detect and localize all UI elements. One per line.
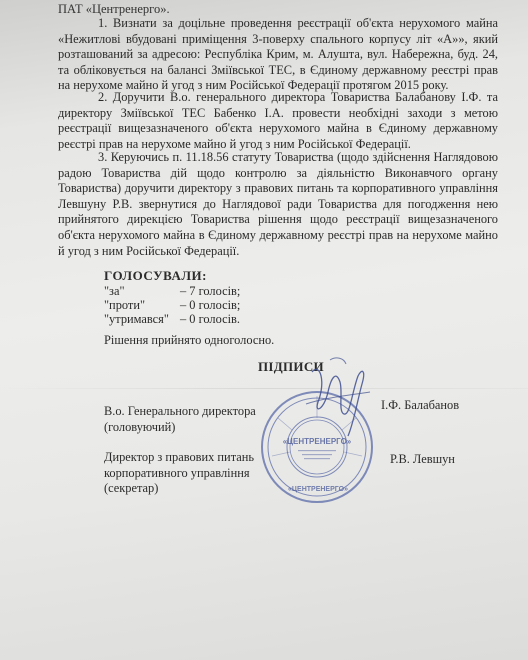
vote-value: – 7 голосів;	[180, 284, 241, 298]
role-line: (секретар)	[104, 481, 159, 496]
vote-row-abstain	[104, 312, 240, 327]
decision-text: Рішення прийнято одноголосно.	[104, 333, 275, 347]
signer-1-name: І.Ф. Балабанов	[381, 398, 460, 412]
signer-2-name: Р.В. Левшун	[390, 452, 455, 466]
voting-title: ГОЛОСУВАЛИ:	[104, 268, 207, 283]
paragraph-number: 2.	[98, 90, 108, 104]
vote-label: "проти"	[104, 298, 146, 312]
paragraph-2	[58, 90, 498, 152]
stamp-center-text: «ЦЕНТРЕНЕРГО»	[282, 437, 352, 446]
paragraph-1	[58, 16, 498, 94]
paragraph-text: Керуючись п. 11.18.56 статуту Товариства (щодо здійснення Наглядовою радою Товариства дій щодо контролю за діяльністю Виконавчого органу Товариства) доручити директору з правових питань та корпоративного управління Левшуну Р.В. звернутися до Наглядової ради Товариства для погодження нею прийнятого дирекцією Товариства рішення щодо реєстрації вищезазначеного об'єкта нерухомого майна в Єдиному державному реєстрі прав на нерухоме майно й угод з ним Російської Федерації.	[58, 150, 498, 258]
role-line: (головуючий)	[104, 419, 176, 434]
paragraph-3	[58, 150, 498, 259]
vote-row-for	[104, 284, 240, 299]
paragraph-text: Визнати за доцільне проведення реєстрації об'єкта нерухомого майна «Нежитлові вбудовані приміщення 3-поверху спального корпусу літ «А»», який розташований за адресою: Республіка Крим, м. Алушта, вул. Набережна, буд. 24, та обліковується на балансі Зміївської ТЕС, в Єдиному державному реєстрі прав на нерухоме майно й угод з ним Російської Федерації протягом 2015 року.	[58, 16, 499, 93]
vote-value: – 0 голосів.	[180, 312, 240, 326]
vote-row-against	[104, 298, 240, 313]
signer-1-role	[104, 404, 284, 435]
role-line: корпоративного управління	[104, 465, 250, 480]
vote-value: – 0 голосів;	[180, 298, 241, 312]
paragraph-text: Доручити В.о. генерального директора Товариства Балабанову І.Ф. та директору Зміївської ТЕС Бабенко І.А. провести необхідні заходи з метою реєстрації вищезазначеного об'єкта нерухомого майна в Єдиному державному реєстрі прав на нерухоме майно й угод з ним Російської Федерації.	[58, 90, 498, 151]
signer-2-role	[104, 450, 284, 497]
role-line: В.о. Генерального директора	[104, 404, 256, 418]
vote-label: "за"	[104, 284, 125, 298]
vote-label: "утримався"	[104, 312, 169, 326]
paragraph-number: 3.	[98, 150, 108, 164]
paragraph-number: 1.	[98, 16, 108, 30]
role-line: Директор з правових питань	[104, 450, 255, 464]
company-header: ПАТ «Центренерго».	[58, 2, 170, 16]
signatures-title: ПІДПИСИ	[258, 359, 324, 374]
handwritten-signature-icon	[300, 352, 380, 442]
stamp-bottom-text: «ЦЕНТРЕНЕРГО»	[288, 486, 348, 493]
